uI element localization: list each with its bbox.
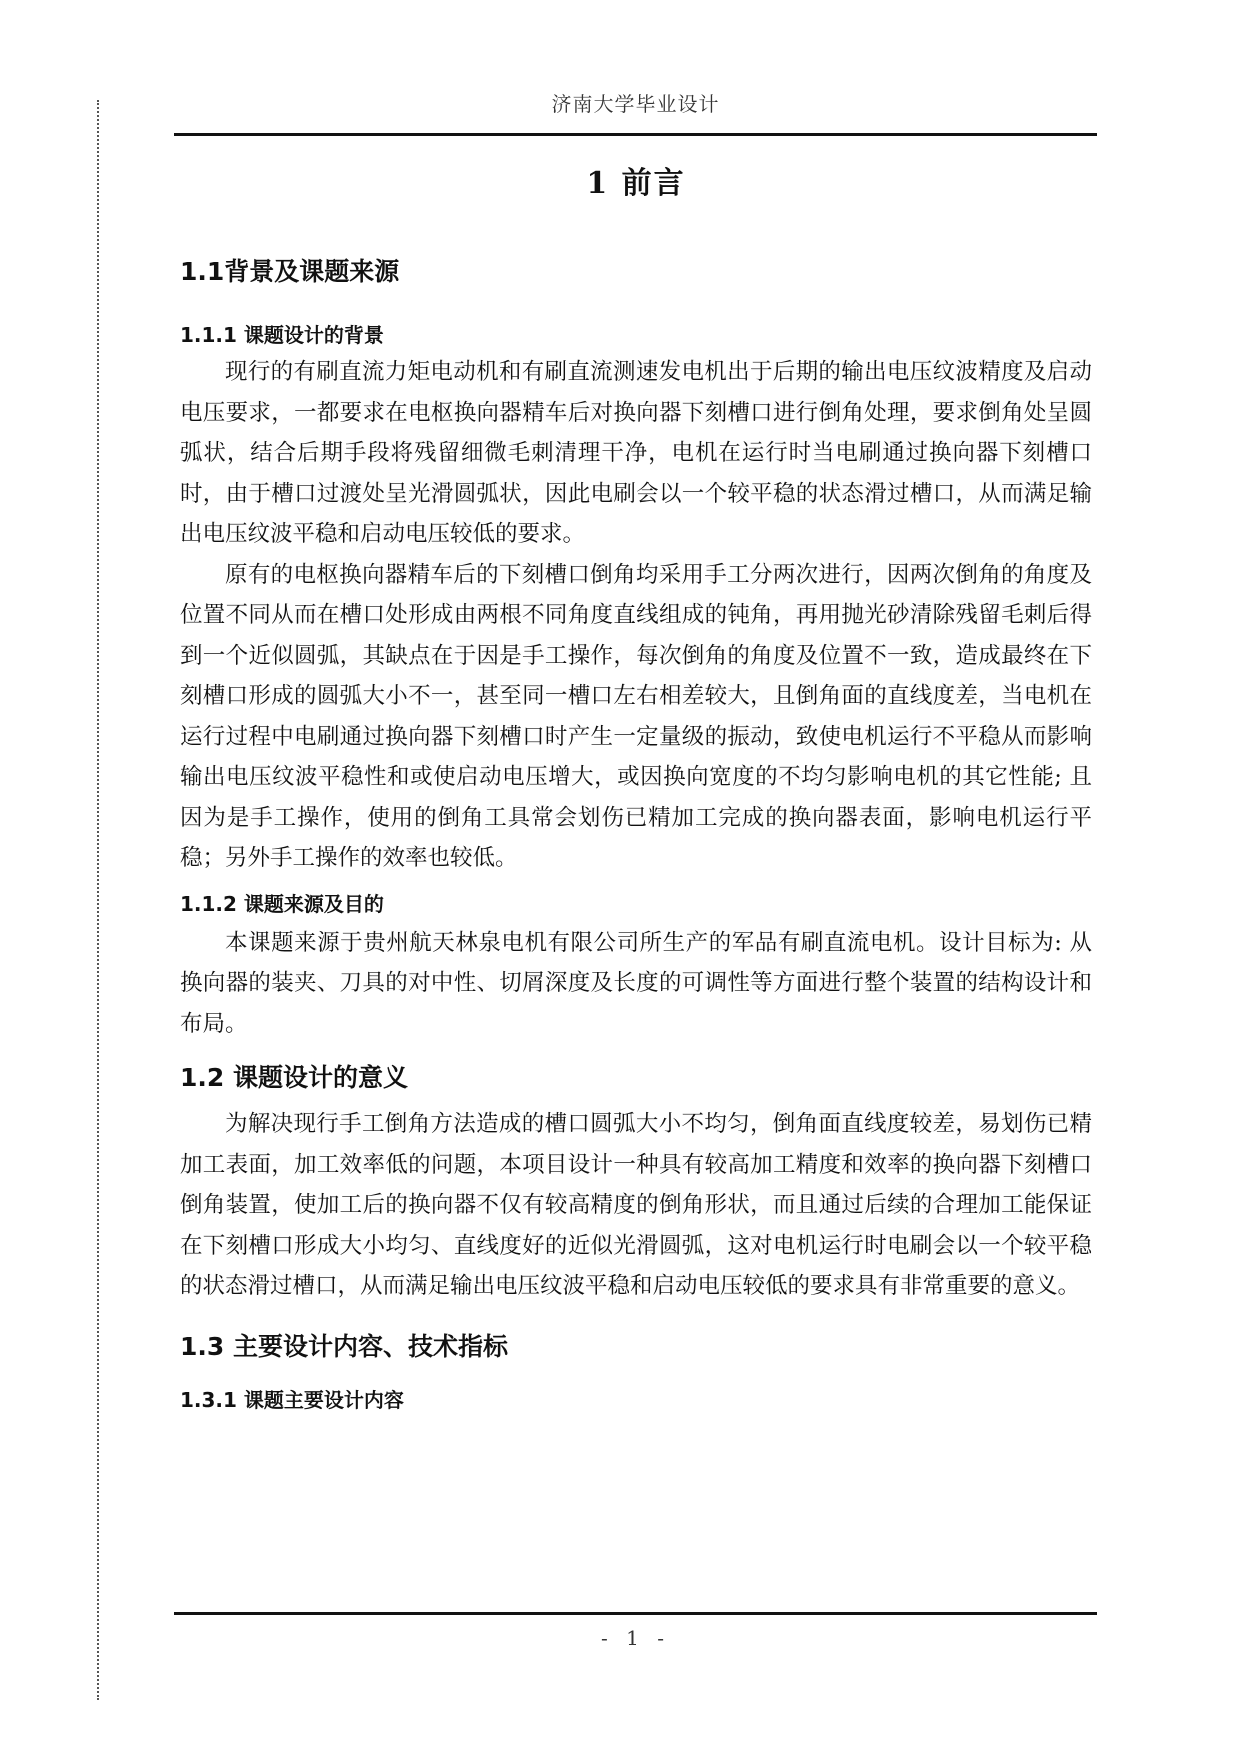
paragraph: 原有的电枢换向器精车后的下刻槽口倒角均采用手工分两次进行，因两次倒角的角度及位置不同从而在槽口处形成由两根不同角度直线组成的钝角，再用抛光砂清除残留毛刺后得到一个近似圆弧，其缺点在于因是手工操作，每次倒角的角度及位置不一致，造成最终在下刻槽口形成的圆弧大小不一，甚至同一槽口左右相差较大，且倒角面的直线度差，当电机在运行过程中电刷通过换向器下刻槽口时产生一定量级的振动，致使电机运行不平稳从而影响输出电压纹波平稳性和或使启动电压增大，或因换向宽度的不均匀影响电机的其它性能; 且因为是手工操作，使用的倒角工具常会划伤已精加工完成的换向器表面，影响电机运行平稳；另外手工操作的效率也较低。: [180, 561, 1092, 871]
section-heading-1-1-1: 1.1.1 课题设计的背景: [180, 323, 384, 347]
section-heading-1-3-1: 1.3.1 课题主要设计内容: [180, 1387, 404, 1412]
page-number: - 1 -: [601, 1626, 670, 1650]
section-heading-1-1: 1.1背景及课题来源: [180, 257, 400, 286]
chapter-title: 1 前言: [586, 166, 686, 201]
page-content: [180, 158, 1092, 1415]
section-heading-1-3: 1.3 主要设计内容、技术指标: [180, 1331, 508, 1361]
section-heading-1-1-2: 1.1.2 课题来源及目的: [180, 891, 384, 916]
running-header: 济南大学毕业设计: [551, 92, 720, 116]
paragraph: 为解决现行手工倒角方法造成的槽口圆弧大小不均匀，倒角面直线度较差，易划伤已精加工表面，加工效率低的问题，本项目设计一种具有较高加工精度和效率的换向器下刻槽口倒角装置，使加工后的换向器不仅有较高精度的倒角形状，而且通过后续的合理加工能保证在下刻槽口形成大小均匀、直线度好的近似光滑圆弧，这对电机运行时电刷会以一个较平稳的状态滑过槽口，从而满足输出电压纹波平稳和启动电压较低的要求具有非常重要的意义。: [180, 1111, 1092, 1299]
section-heading-1-2: 1.2 课题设计的意义: [180, 1063, 408, 1092]
paragraph: 本课题来源于贵州航天林泉电机有限公司所生产的军品有刷直流电机。设计目标为: 从换向器的装夹、刀具的对中性、切屑深度及长度的可调性等方面进行整个装置的结构设计和布局。: [180, 929, 1092, 1037]
paragraph: 现行的有刷直流力矩电动机和有刷直流测速发电机出于后期的输出电压纹波精度及启动电压要求，一都要求在电枢换向器精车后对换向器下刻槽口进行倒角处理，要求倒角处呈圆弧状，结合后期手段将残留细微毛刺清理干净，电机在运行时当电刷通过换向器下刻槽口时，由于槽口过渡处呈光滑圆弧状，因此电刷会以一个较平稳的状态滑过槽口，从而满足输出电压纹波平稳和启动电压较低的要求。: [180, 359, 1092, 547]
footer-rule: [174, 1612, 1097, 1615]
header-rule: [174, 133, 1097, 136]
binding-line: [97, 100, 99, 1700]
